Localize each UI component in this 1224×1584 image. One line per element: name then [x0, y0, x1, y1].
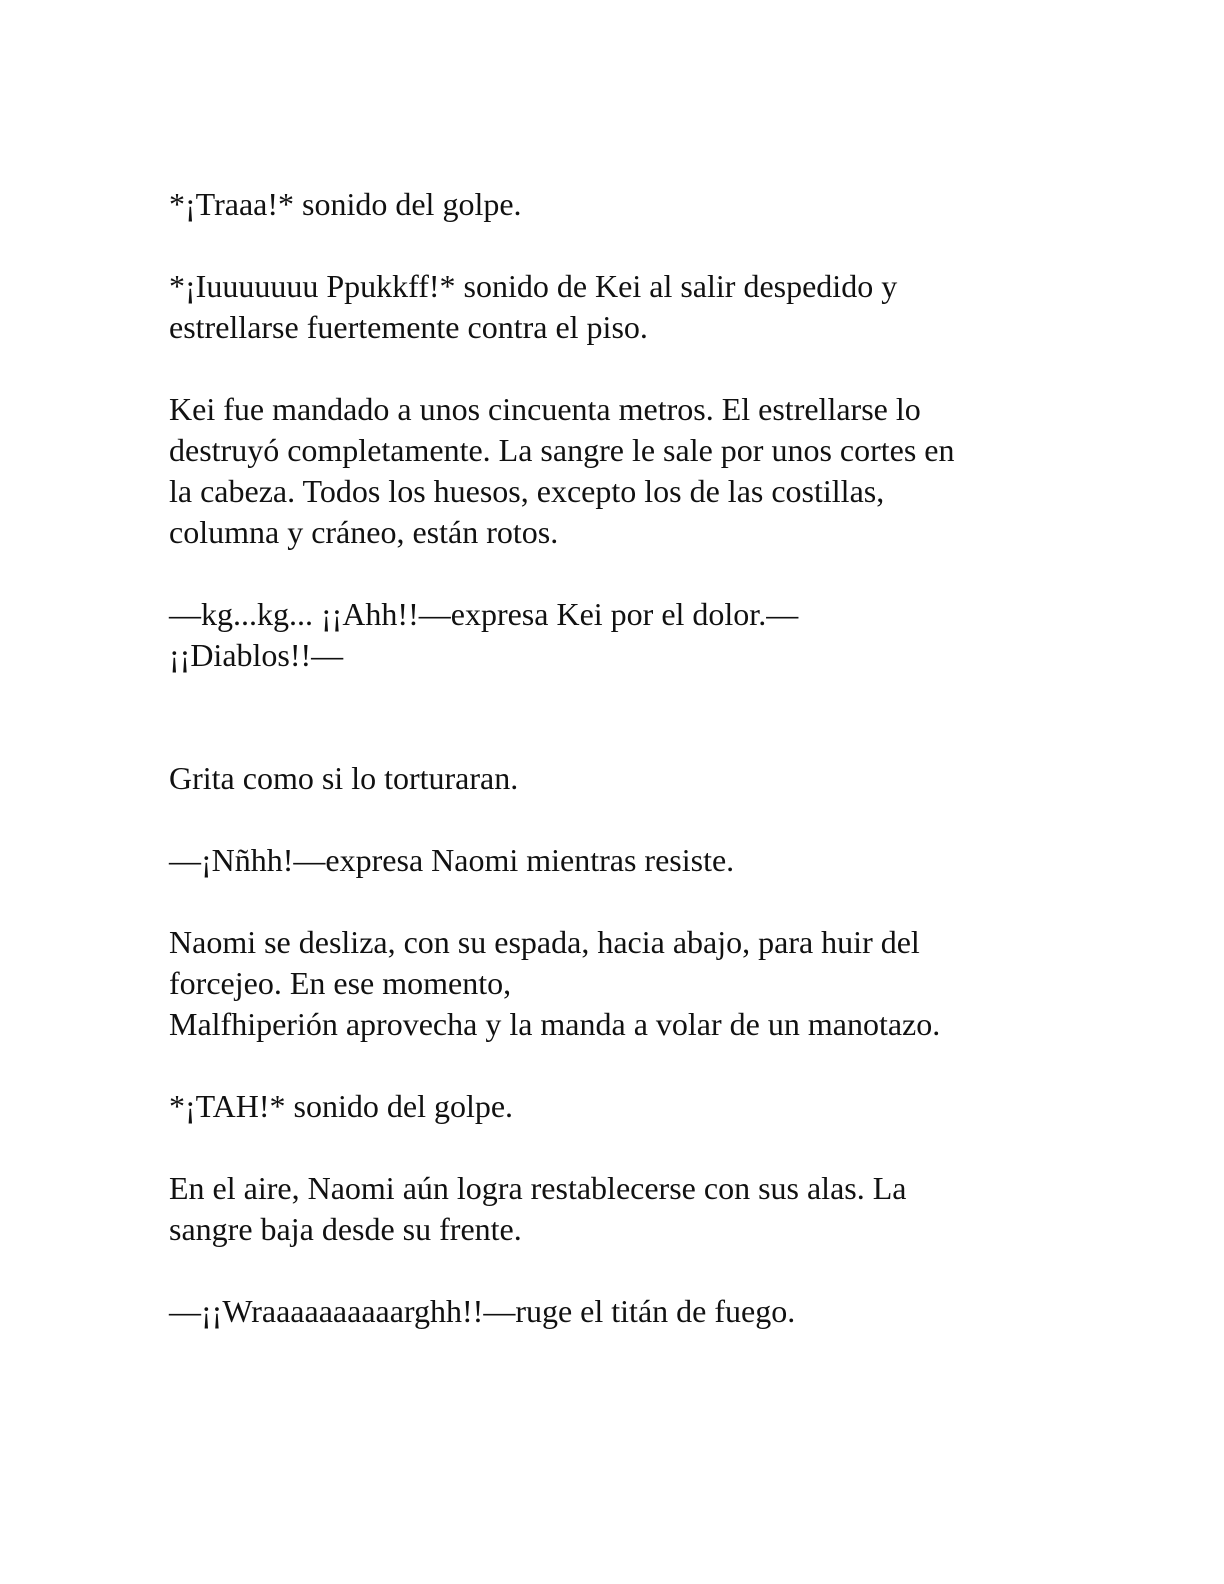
text-line: Grita como si lo torturaran. — [169, 760, 519, 796]
text-line: En el aire, Naomi aún logra restablecerse con sus alas. La — [169, 1170, 907, 1206]
text-line: sangre baja desde su frente. — [169, 1211, 522, 1247]
text-line: Naomi se desliza, con su espada, hacia abajo, para huir del — [169, 924, 920, 960]
text-line: *¡Iuuuuuuu Ppukkff!* sonido de Kei al salir despedido y — [169, 268, 898, 304]
text-line: —¡Nñhh!—expresa Naomi mientras resiste. — [169, 842, 735, 878]
text-line: columna y cráneo, están rotos. — [169, 514, 559, 550]
text-line: destruyó completamente. La sangre le sale por unos cortes en — [169, 432, 955, 468]
text-line: *¡TAH!* sonido del golpe. — [169, 1088, 514, 1124]
text-line: ¡¡Diablos!!— — [169, 637, 344, 673]
text-line: *¡Traaa!* sonido del golpe. — [169, 186, 522, 222]
text-line: forcejeo. En ese momento, — [169, 965, 512, 1001]
text-line: estrellarse fuertemente contra el piso. — [169, 309, 648, 345]
text-line: —¡¡Wraaaaaaaaaarghh!!—ruge el titán de fuego. — [169, 1293, 796, 1329]
text-line: —kg...kg... ¡¡Ahh!!—expresa Kei por el dolor.— — [169, 596, 799, 632]
text-line: la cabeza. Todos los huesos, excepto los de las costillas, — [169, 473, 885, 509]
text-line: Malfhiperión aprovecha y la manda a volar de un manotazo. — [169, 1006, 941, 1042]
text-line: Kei fue mandado a unos cincuenta metros. El estrellarse lo — [169, 391, 921, 427]
